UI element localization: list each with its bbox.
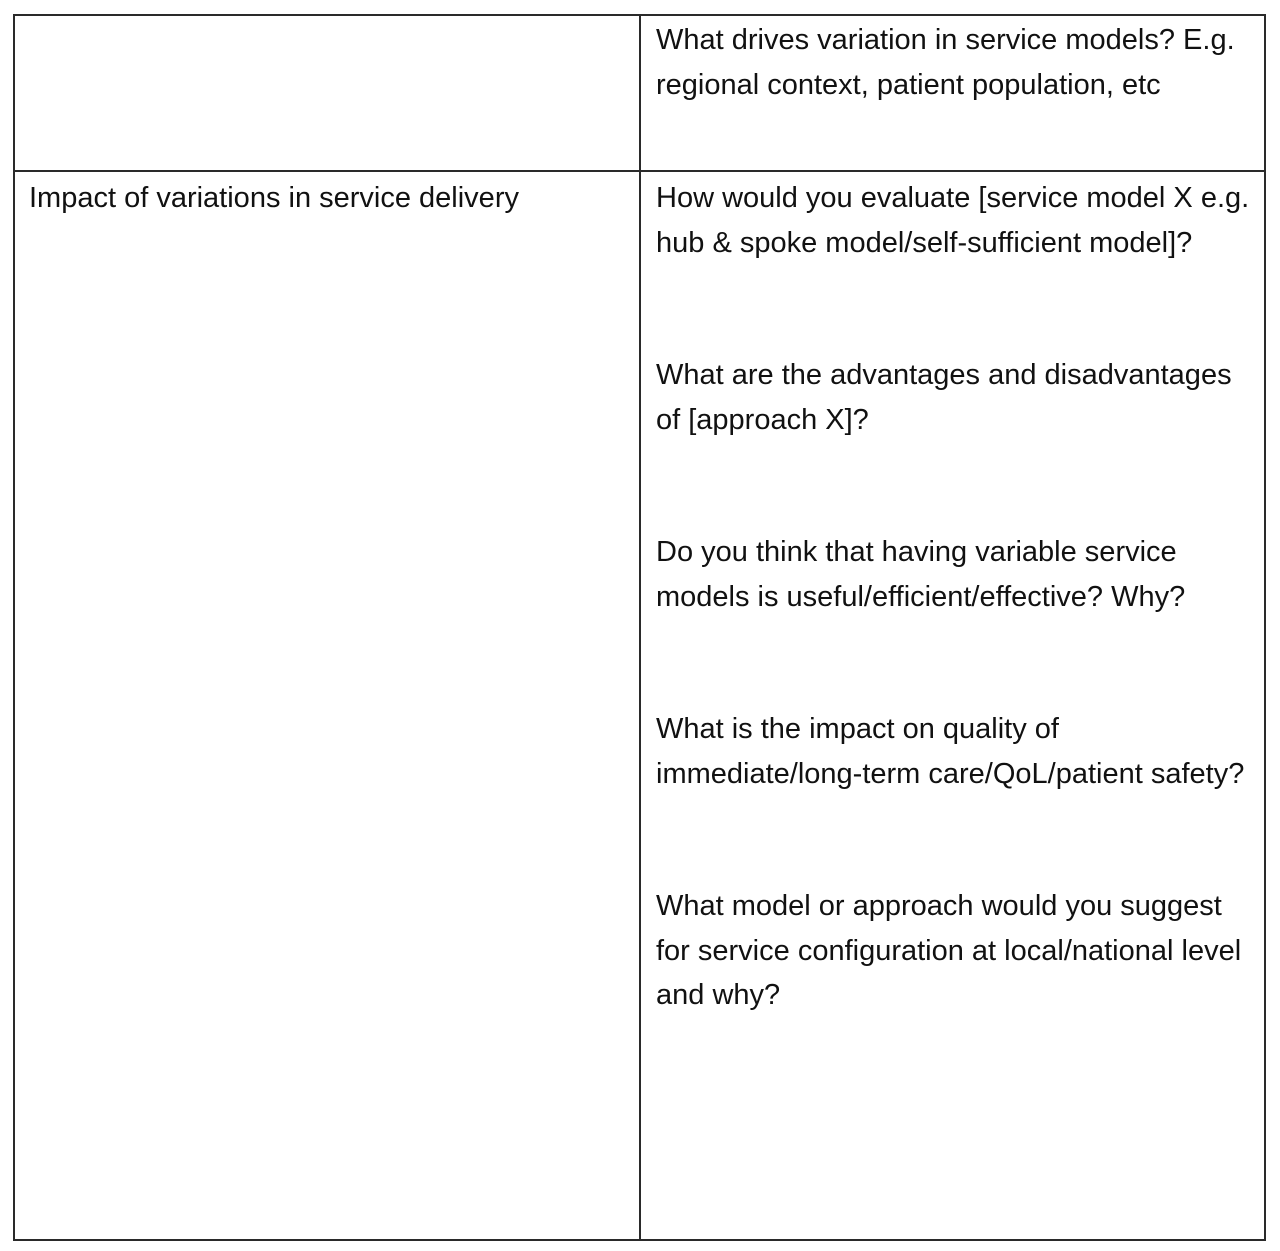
row-2-question-1: How would you evaluate [service model X e.g. hub & spoke model/self-sufficient model]? (656, 182, 1250, 259)
row-2-topic-cell (15, 172, 639, 1239)
row-1-questions-cell (641, 16, 1264, 170)
row-2-question-3: Do you think that having variable service models is useful/efficient/effective? Why? (656, 536, 1186, 613)
interview-guide-table (13, 14, 1266, 1241)
row-1-topic-cell (15, 16, 639, 170)
row-2-topic: Impact of variations in service delivery (29, 182, 519, 214)
row-1-question-1: What drives variation in service models? E.g. regional context, patient population, etc (656, 24, 1235, 101)
row-2-question-4: What is the impact on quality of immediate/long-term care/QoL/patient safety? (656, 713, 1245, 790)
row-2-question-2: What are the advantages and disadvantages of [approach X]? (656, 359, 1232, 436)
row-2-question-5: What model or approach would you suggest for service configuration at local/national level and why? (656, 890, 1242, 1011)
row-2-questions-cell (641, 172, 1264, 1239)
